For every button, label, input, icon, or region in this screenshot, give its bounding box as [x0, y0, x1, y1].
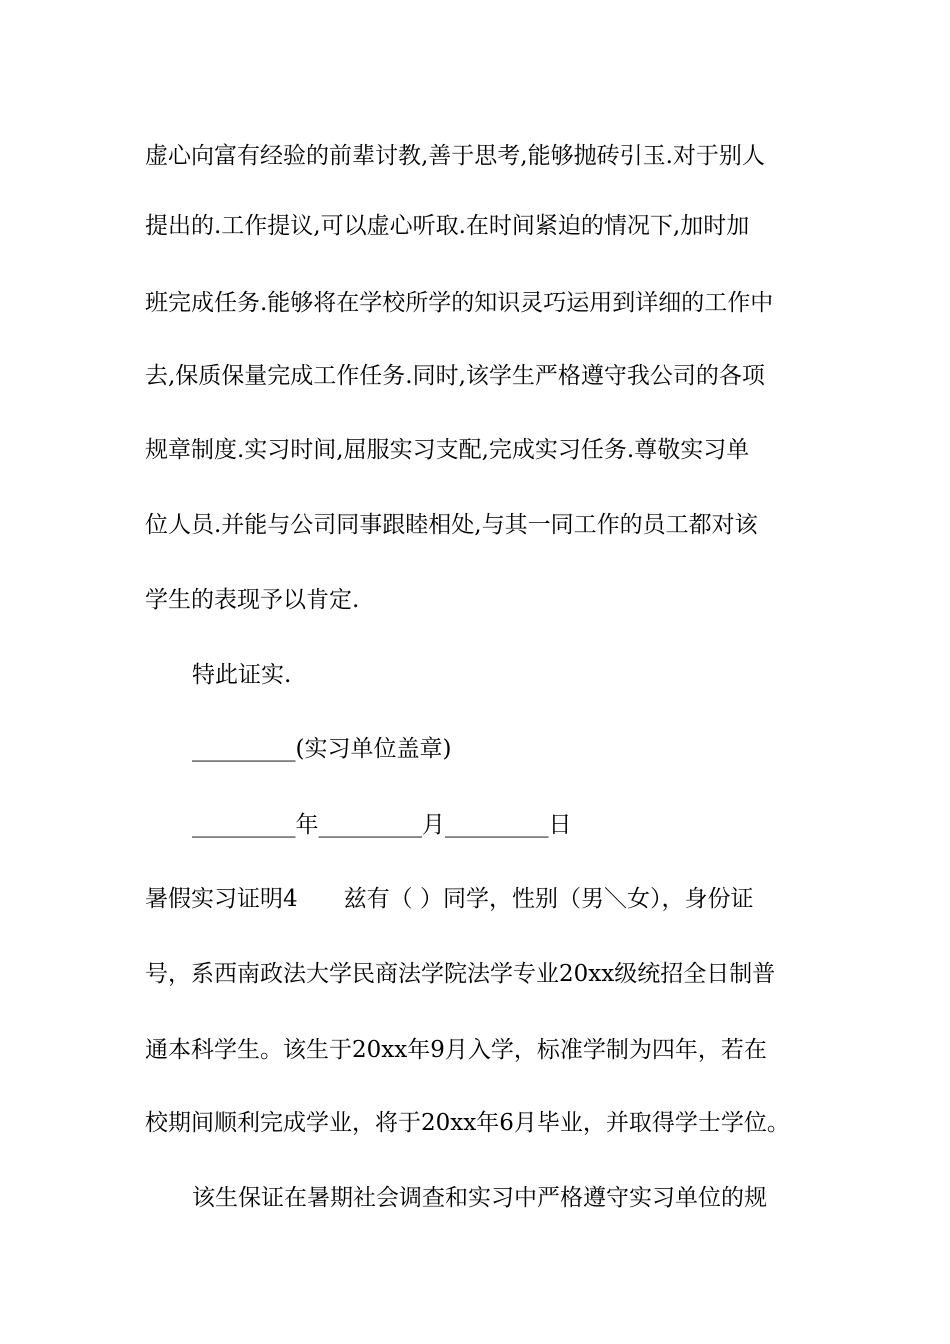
- paragraph-line: 暑假实习证明4 兹有（ ）同学，性别（男＼女），身份证: [145, 886, 754, 912]
- paragraph-line: 号，系西南政法大学民商法学院法学专业20xx级统招全日制普: [145, 961, 776, 987]
- paragraph-line: 虚心向富有经验的前辈讨教,善于思考,能够抛砖引玉.对于别人: [145, 143, 765, 169]
- paragraph-line: 位人员.并能与公司同事跟睦相处,与其一同工作的员工都对该: [145, 512, 758, 538]
- seal-line: _________(实习单位盖章): [192, 736, 452, 762]
- paragraph-line: 规章制度.实习时间,屈服实习支配,完成实习任务.尊敬实习单: [145, 437, 750, 463]
- date-line: _________年_________月_________日: [192, 812, 572, 838]
- paragraph-line: 学生的表现予以肯定.: [145, 587, 360, 613]
- paragraph-line: 班完成任务.能够将在学校所学的知识灵巧运用到详细的工作中: [145, 290, 774, 316]
- paragraph-line: 通本科学生。该生于20xx年9月入学，标准学制为四年，若在: [145, 1037, 767, 1063]
- certification-text: 特此证实.: [192, 662, 292, 688]
- paragraph-line: 该生保证在暑期社会调查和实习中严格遵守实习单位的规: [192, 1185, 767, 1211]
- paragraph-line: 去,保质保量完成工作任务.同时,该学生严格遵守我公司的各项: [145, 363, 765, 389]
- paragraph-line: 校期间顺利完成学业，将于20xx年6月毕业，并取得学士学位。: [145, 1110, 790, 1136]
- paragraph-line: 提出的.工作提议,可以虚心听取.在时间紧迫的情况下,加时加: [145, 213, 750, 239]
